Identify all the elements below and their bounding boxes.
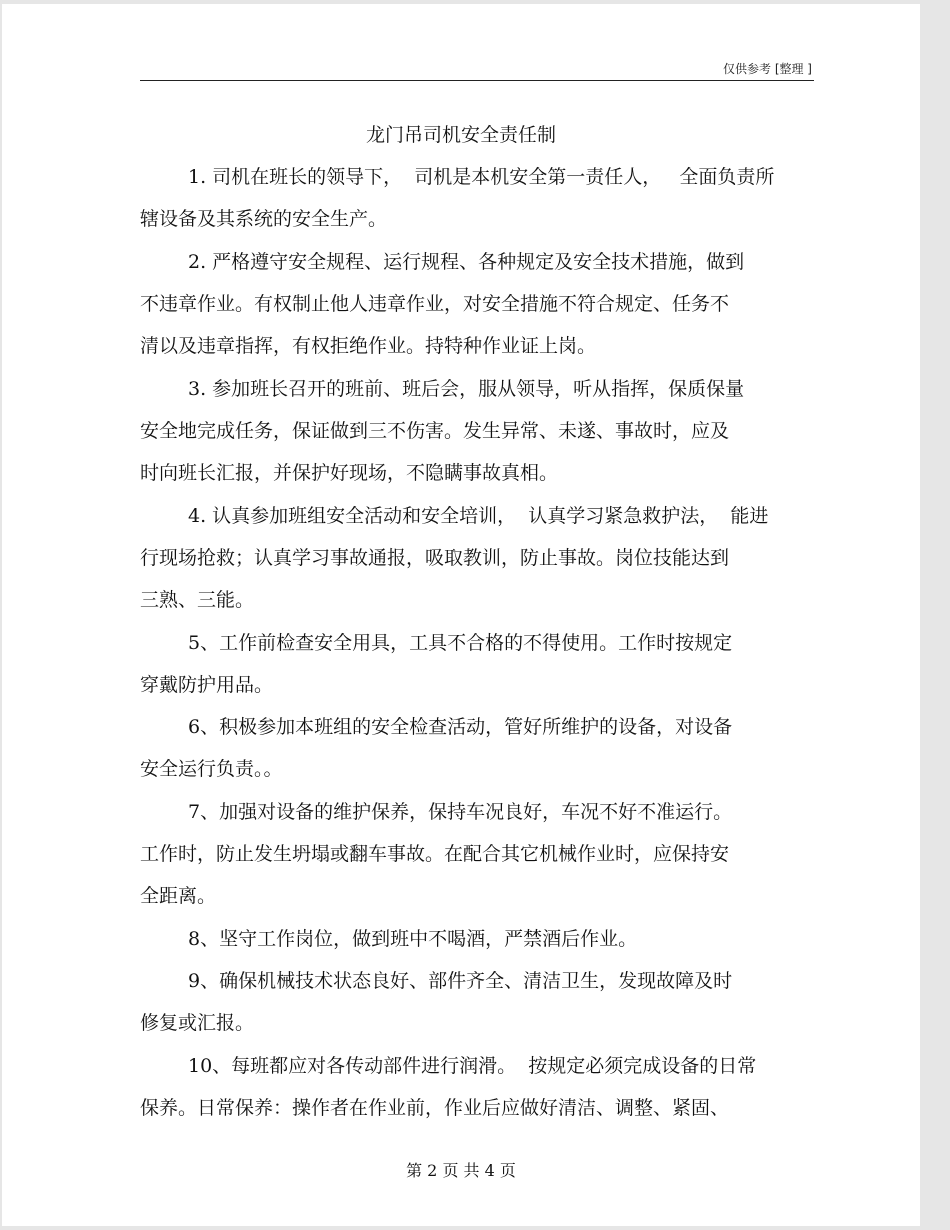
body-line: 安全运行负责。。 xyxy=(140,758,283,780)
body-line: 修复或汇报。 xyxy=(140,1012,255,1034)
document-page xyxy=(2,4,920,1226)
body-line: 2. 严格遵守安全规程、运行规程、各种规定及安全技术措施，做到 xyxy=(188,251,745,273)
body-line: 4. 认真参加班组安全活动和安全培训， 认真学习紧急救护法， 能进 xyxy=(188,505,769,527)
body-line: 工作时，防止发生坍塌或翻车事故。在配合其它机械作业时，应保持安 xyxy=(140,843,730,865)
body-line: 7、加强对设备的维护保养，保持车况良好，车况不好不准运行。 xyxy=(188,801,733,823)
body-line: 清以及违章指挥，有权拒绝作业。持特种作业证上岗。 xyxy=(140,335,597,357)
document-title: 龙门吊司机安全责任制 xyxy=(365,124,556,146)
body-line: 穿戴防护用品。 xyxy=(140,674,274,696)
body-line: 保养。日常保养：操作者在作业前，作业后应做好清洁、调整、紧固、 xyxy=(140,1097,730,1119)
body-line: 3. 参加班长召开的班前、班后会，服从领导，听从指挥，保质保量 xyxy=(188,378,745,400)
body-line: 安全地完成任务，保证做到三不伤害。发生异常、未遂、事故时，应及 xyxy=(140,420,730,442)
body-line: 5、工作前检查安全用具，工具不合格的不得使用。工作时按规定 xyxy=(188,632,733,654)
body-line: 行现场抢救；认真学习事故通报，吸取教训，防止事故。岗位技能达到 xyxy=(140,547,730,569)
body-line: 辖设备及其系统的安全生产。 xyxy=(140,208,388,230)
body-line: 不违章作业。有权制止他人违章作业，对安全措施不符合规定、任务不 xyxy=(140,293,730,315)
body-line: 1. 司机在班长的领导下， 司机是本机安全第一责任人， 全面负责所 xyxy=(188,166,775,188)
body-line: 时向班长汇报，并保护好现场，不隐瞒事故真相。 xyxy=(140,462,559,484)
body-line: 三熟、三能。 xyxy=(140,589,255,611)
body-line: 全距离。 xyxy=(140,885,217,907)
body-line: 6、积极参加本班组的安全检查活动，管好所维护的设备，对设备 xyxy=(188,716,733,738)
body-line: 9、确保机械技术状态良好、部件齐全、清洁卫生，发现故障及时 xyxy=(188,970,733,992)
page-footer: 第 2 页 共 4 页 xyxy=(406,1161,516,1180)
body-line: 8、坚守工作岗位，做到班中不喝酒，严禁酒后作业。 xyxy=(188,928,638,950)
header-rule xyxy=(140,80,814,81)
body-line: 10、每班都应对各传动部件进行润滑。 按规定必须完成设备的日常 xyxy=(188,1055,757,1077)
page-header: 仅供参考 [整理 ] xyxy=(723,62,812,76)
